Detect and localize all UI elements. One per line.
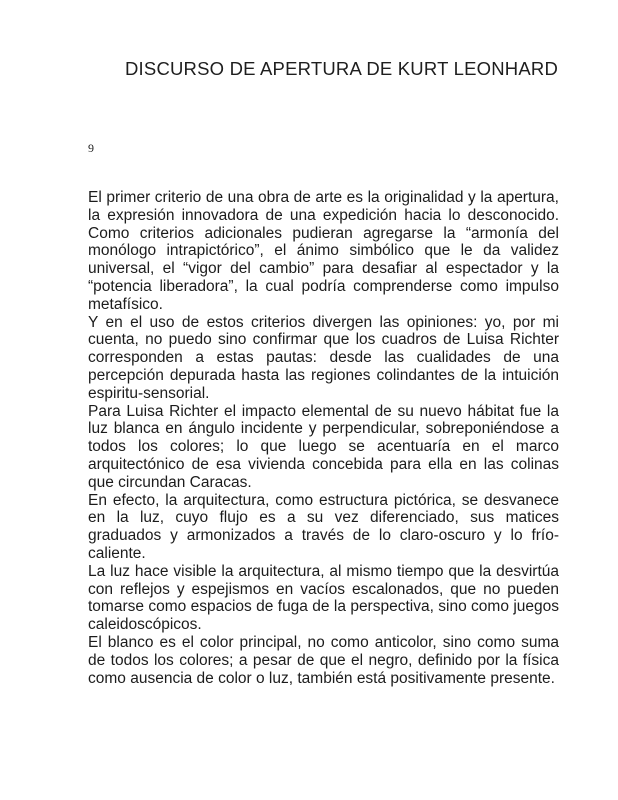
paragraph: El primer criterio de una obra de arte es la originalidad y la apertura, la expresión innovadora de una expedición hacia lo desconocido. Como criterios adicionales pudieran agregarse la “armonía del monólogo intrapictórico”, el ánimo simbólico que le da validez universal, el “vigor del cambio” para desafiar al espectador y la “potencia liberadora”, la cual podría comprenderse como impulso metafísico. [88,189,559,313]
paragraph: Y en el uso de estos criterios divergen las opiniones: yo, por mi cuenta, no puedo sino confirmar que los cuadros de Luisa Richter corresponden a estas pautas: desde las cualidades de una percepción depurada hasta las regiones colindantes de la intuición espiritu-sensorial. [88,313,559,402]
body-text [88,189,559,687]
paragraph: La luz hace visible la arquitectura, al mismo tiempo que la desvirtúa con reflejos y espejismos en vacíos escalonados, que no pueden tomarse como espacios de fuga de la perspectiva, sino como juegos caleidoscópicos. [88,562,559,634]
running-header: DISCURSO DE APERTURA DE KURT LEONHARD [125,58,558,79]
paragraph: En efecto, la arquitectura, como estructura pictórica, se desvanece en la luz, cuyo flujo es a su vez diferenciado, sus matices graduados y armonizados a través de lo claro-oscuro y lo frío-caliente. [88,491,559,562]
paragraph: El blanco es el color principal, no como anticolor, sino como suma de todos los colores; a pesar de que el negro, definido por la física como ausencia de color o luz, también está positivamente presente. [88,633,559,687]
page-number: 9 [88,141,94,155]
paragraph: Para Luisa Richter el impacto elemental de su nuevo hábitat fue la luz blanca en ángulo incidente y perpendicular, sobreponiéndose a todos los colores; lo que luego se acentuaría en el marco arquitectónico de esa vivienda concebida para ella en las colinas que circundan Caracas. [88,402,559,491]
